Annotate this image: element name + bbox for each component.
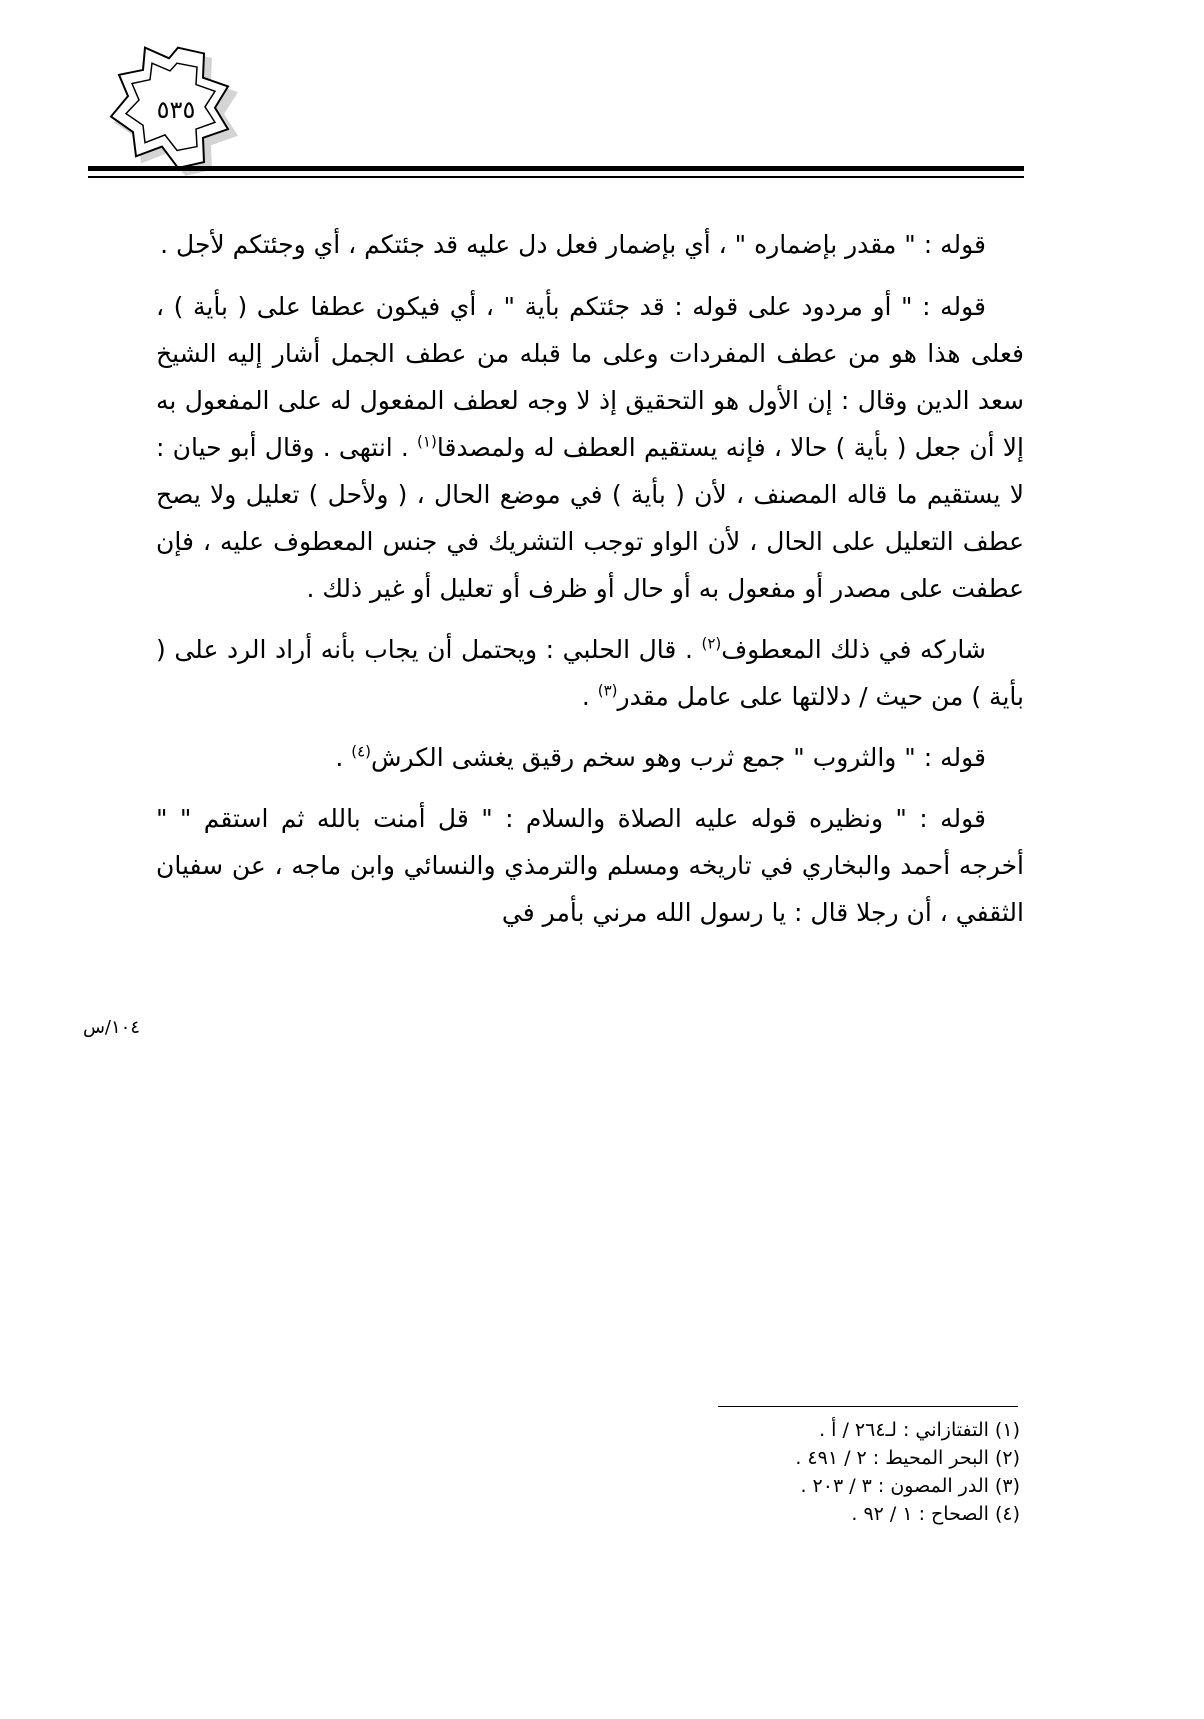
page-number: ٥٣٥	[156, 96, 196, 124]
paragraph-5: قوله : " ونظيره قوله عليه الصلاة والسلام : " قل أمنت بالله ثم استقم " " أخرجه أحمد والبخاري في تاريخه ومسلم والترمذي والنسائي وابن ماجه ، عن سفيان الثقفي ، أن رجلا قال : يا رسول الله مرني بأمر في	[156, 804, 1024, 927]
footnote-4: (٤) الصحاح : ١ / ٩٢ .	[851, 1503, 1020, 1525]
paragraph-3: شاركه في ذلك المعطوف$^{(٢)}$ . قال الحلبي : ويحتمل أن يجاب بأنه أراد الرد على ( بأية ) من حيث / دلالتها على عامل مقدر$^{(٣)}$ .	[156, 634, 1024, 711]
paragraph-1: قوله : " مقدر بإضماره " ، أي بإضمار فعل دل عليه قد جئتكم ، أي وجئتكم لأجل .	[160, 230, 986, 259]
footnotes	[620, 1416, 1020, 1528]
footnote-marker: (٣)	[597, 681, 618, 700]
paragraph-2: قوله : " أو مردود على قوله : قد جئتكم بأية " ، أي فيكون عطفا على ( بأية ) ، فعلى هذا هو من عطف المفردات وعلى ما قبله من عطف الجمل أشار إليه الشيخ سعد الدين وقال : إن الأول هو التحقيق إذ لا وجه لعطف المفعول له على المفعول به إلا أن جعل ( بأية ) حالا ، فإنه يستقيم العطف له ولمصدقا$^{(١)}$ . انتهى . وقال أبو حيان : لا يستقيم ما قاله المصنف ، لأن ( بأية ) في موضع الحال ، ( ولأحل ) تعليل ولا يصح عطف التعليل على الحال ، لأن الواو توجب التشريك في جنس المعطوف عليه ، فإن عطفت على مصدر أو مفعول به أو حال أو ظرف أو تعليل أو غير ذلك .	[156, 292, 1024, 603]
footnote-2: (٢) البحر المحيط : ٢ / ٤٩١ .	[795, 1447, 1020, 1469]
manuscript-folio-note: ١٠٤/س	[82, 1017, 140, 1038]
page-number-badge	[108, 42, 244, 178]
footnote-marker: (٢)	[701, 634, 722, 653]
footnote-rule	[718, 1406, 1018, 1407]
header-rule-thick	[88, 166, 1024, 171]
paragraph-4: قوله : " والثروب " جمع ثرب وهو سخم رقيق يغشى الكرش$^{(٤)}$ .	[335, 742, 986, 772]
footnote-marker: (١)	[417, 432, 437, 451]
footnote-marker: (٤)	[351, 742, 372, 761]
body-text	[156, 228, 1024, 950]
header-rule-thin	[88, 176, 1024, 178]
footnote-3: (٣) الدر المصون : ٣ / ٢٠٣ .	[800, 1475, 1020, 1497]
footnote-1: (١) التفتازاني : لـ٢٦٤ / أ .	[819, 1419, 1020, 1441]
